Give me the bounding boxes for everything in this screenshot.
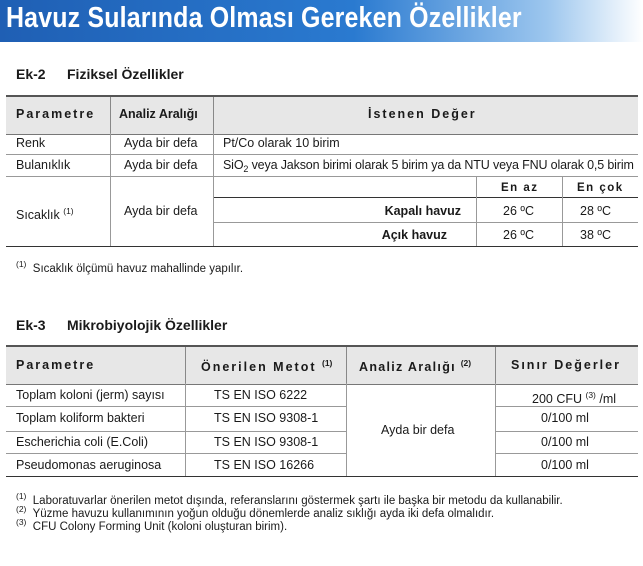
cell-param: Toplam koloni (jerm) sayısı — [16, 388, 165, 402]
table-bottom — [6, 476, 638, 477]
footnote-ref: (2) — [16, 504, 27, 514]
cell-param-renk: Renk — [16, 136, 46, 150]
header-label: Önerilen Metot — [201, 360, 317, 374]
header-onerilen-metot — [201, 358, 332, 374]
deger-subscript: 2 — [243, 164, 249, 174]
cell-sinir: 0/100 ml — [541, 458, 589, 472]
header-parametre: Parametre — [16, 358, 96, 372]
row-divider — [6, 154, 638, 155]
row-divider — [213, 197, 638, 198]
footnote-text: Yüzme havuzu kullanımının yoğun olduğu dönemlerde analiz sıklığı ayda iki defa olmalıdır. — [32, 508, 495, 520]
table-bottom — [6, 246, 638, 247]
section-code: Ek-3 — [16, 317, 46, 333]
cell-deger-bulaniklik — [223, 157, 634, 177]
header-divider — [213, 97, 214, 134]
col-en-cok: En çok — [577, 182, 624, 194]
cell-param: Toplam koliform bakteri — [16, 411, 145, 425]
footnote-ref: (1) — [63, 206, 74, 216]
cell-param: Escherichia coli (E.Coli) — [16, 435, 148, 449]
cell-metot: TS EN ISO 9308-1 — [214, 411, 319, 425]
footnote-text: Sıcaklık ölçümü havuz mahallinde yapılır. — [32, 263, 244, 275]
cell-metot: TS EN ISO 16266 — [214, 458, 315, 472]
header-analiz-araligi — [359, 358, 471, 374]
footnote — [16, 258, 243, 275]
cell-sinir: 0/100 ml — [541, 411, 589, 425]
header-analiz-araligi: Analiz Aralığı — [119, 107, 198, 121]
value-kapali-min: 26 ºC — [503, 204, 534, 218]
sinir-unit: /ml — [595, 392, 617, 406]
header-parametre: Parametre — [16, 107, 96, 121]
section-title: Mikrobiyolojik Özellikler — [67, 317, 228, 333]
footnote-ref: (1) — [322, 358, 333, 368]
cell-param-bulaniklik: Bulanıklık — [16, 158, 71, 172]
value-acik-max: 38 ºC — [580, 228, 611, 242]
cell-aralik-bulaniklik: Ayda bir defa — [124, 158, 198, 172]
deger-prefix: SiO — [223, 158, 244, 172]
cell-metot: TS EN ISO 6222 — [214, 388, 308, 402]
col-divider — [346, 383, 347, 476]
col-divider — [185, 383, 186, 476]
title-banner — [0, 0, 643, 42]
value-acik-min: 26 ºC — [503, 228, 534, 242]
footnote-text: CFU Colony Forming Unit (koloni oluşturan birim). — [32, 521, 288, 533]
deger-rest: veya Jakson birimi olarak 5 birim ya da NTU veya FNU olarak 0,5 birim — [248, 158, 634, 172]
cell-param: Pseudomonas aeruginosa — [16, 458, 162, 472]
label-acik-havuz: Açık havuz — [381, 228, 447, 242]
section-code: Ek-2 — [16, 66, 46, 82]
footnote-ref: (1) — [16, 491, 27, 501]
row-divider — [495, 431, 638, 432]
section-heading-ek2 — [16, 66, 184, 82]
section-heading-ek3 — [16, 317, 227, 333]
footnote-ref: (2) — [460, 358, 472, 368]
cell-aralik-renk: Ayda bir defa — [124, 136, 198, 150]
cell-sinir — [532, 387, 616, 407]
header-divider — [110, 97, 111, 134]
header-sinir-degerler: Sınır Değerler — [511, 358, 621, 372]
footnote-ref: (3) — [16, 517, 27, 527]
header-divider — [185, 347, 186, 384]
footnote-ref: (1) — [16, 259, 27, 269]
header-divider — [346, 347, 347, 384]
header-divider — [495, 347, 496, 384]
row-divider — [6, 406, 346, 407]
cell-aralik-sicaklik: Ayda bir defa — [124, 204, 198, 218]
footnote-text: Laboratuvarlar önerilen metot dışında, referanslarını göstermek şartı ile başka bir metodu da kullanabilir. — [32, 495, 563, 507]
table-header-band — [6, 95, 638, 135]
label-kapali-havuz: Kapalı havuz — [384, 204, 461, 218]
param-label: Sıcaklık — [16, 208, 60, 222]
cell-deger-renk: Pt/Co olarak 10 birim — [223, 136, 340, 150]
cell-metot: TS EN ISO 9308-1 — [214, 435, 319, 449]
row-divider — [6, 431, 346, 432]
row-divider — [6, 453, 346, 454]
header-label: Analiz Aralığı — [359, 360, 456, 374]
row-divider — [495, 453, 638, 454]
col-divider — [110, 133, 111, 246]
col-en-az: En az — [501, 182, 539, 194]
sinir-value: 200 CFU — [532, 392, 586, 406]
cell-param-sicaklik — [16, 203, 74, 223]
col-divider — [562, 176, 563, 246]
section-title: Fiziksel Özellikler — [67, 66, 184, 82]
row-divider — [213, 222, 638, 223]
cell-sinir: 0/100 ml — [541, 435, 589, 449]
page-title: Havuz Sularında Olması Gereken Özellikler — [6, 2, 522, 34]
footnote-ref: (3) — [585, 390, 596, 400]
col-divider — [495, 383, 496, 476]
footnote — [16, 516, 287, 533]
value-kapali-max: 28 ºC — [580, 204, 611, 218]
col-divider — [476, 176, 477, 246]
header-istenen-deger: İstenen Değer — [368, 107, 477, 121]
cell-analiz-araligi: Ayda bir defa — [381, 423, 455, 437]
